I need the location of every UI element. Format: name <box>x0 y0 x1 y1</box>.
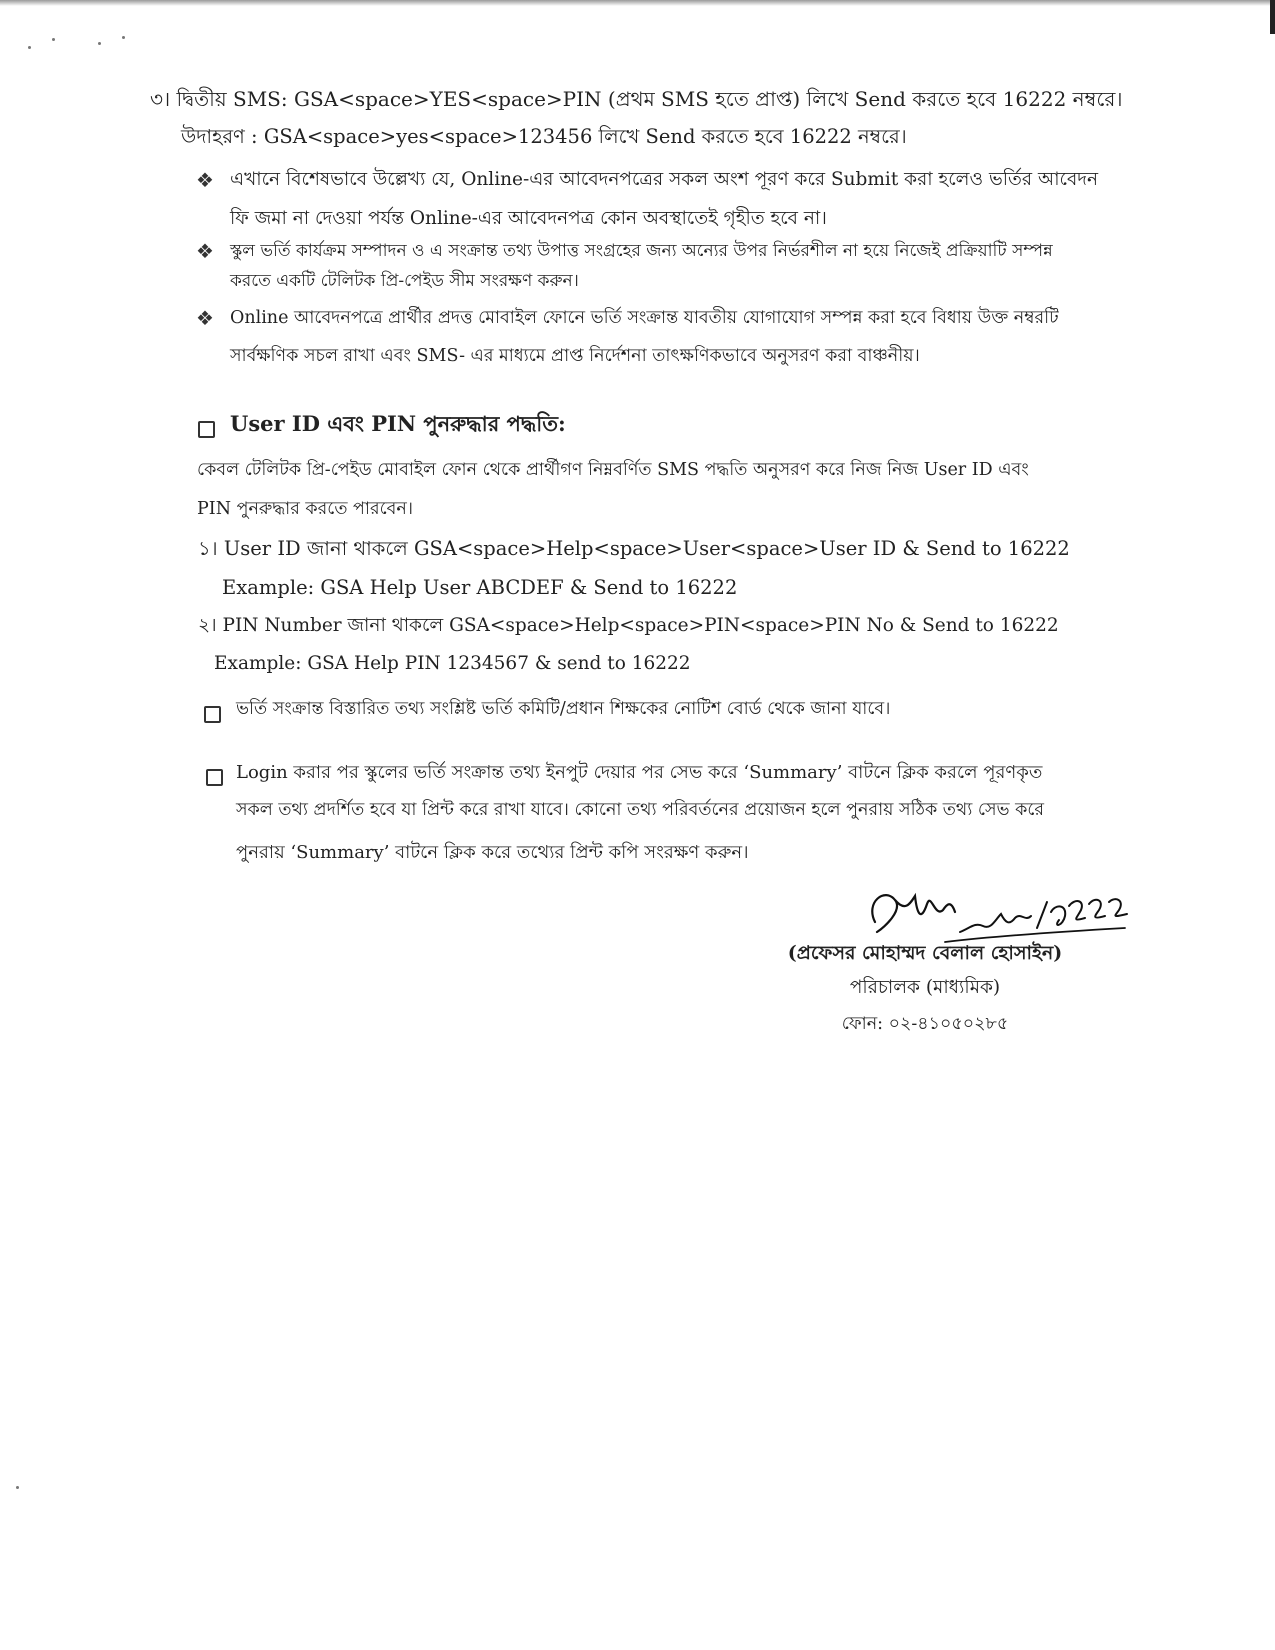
scan-speck <box>16 1486 19 1489</box>
login-note-line-3: পুনরায় ‘Summary’ বাটনে ক্লিক করে তথ্যের প্রিন্ট কপি সংরক্ষণ করুন। <box>236 842 749 863</box>
signatory-phone: ফোন: ০২-৪১০৫০২৮৫ <box>841 1014 1009 1034</box>
recovery-step-2: ২। PIN Number জানা থাকলে GSA<space>Help<space>PIN<space>PIN No & Send to 16222 <box>198 615 1059 636</box>
recovery-step-2-example: Example: GSA Help PIN 1234567 & send to 16222 <box>214 653 691 674</box>
signatory-name: (প্রফেসর মোহাম্মদ বেলাল হোসাইন) <box>787 942 1063 964</box>
recovery-step-1-example: Example: GSA Help User ABCDEF & Send to 16222 <box>222 576 738 599</box>
info-note: ভর্তি সংক্রান্ত বিস্তারিত তথ্য সংশ্লিষ্ট ভর্তি কমিটি/প্রধান শিক্ষকের নোটিশ বোর্ড থেকে জানা যাবে। <box>236 699 891 719</box>
scan-edge-mark <box>1270 0 1275 34</box>
scan-speck <box>52 38 55 41</box>
scan-speck <box>98 42 101 45</box>
note-3-line-2: সার্বক্ষণিক সচল রাখা এবং SMS- এর মাধ্যমে প্রাপ্ত নির্দেশনা তাৎক্ষণিকভাবে অনুসরণ করা বাঞ্চনীয়। <box>230 346 920 366</box>
login-note-line-1: Login করার পর স্কুলের ভর্তি সংক্রান্ত তথ্য ইনপুট দেয়ার পর সেভ করে ‘Summary’ বাটনে ক্লিক করলে পূরণকৃত <box>236 762 1043 783</box>
bullet-icon: ❖ <box>196 239 214 263</box>
scan-speck <box>28 46 31 49</box>
login-note-line-2: সকল তথ্য প্রদর্শিত হবে যা প্রিন্ট করে রাখা যাবে। কোনো তথ্য পরিবর্তনের প্রয়োজন হলে পুনরায় সঠিক তথ্য সেভ করে <box>236 800 1045 820</box>
bullet-icon: ❖ <box>196 306 214 330</box>
sms-step-3-line: ৩। দ্বিতীয় SMS: GSA<space>YES<space>PIN (প্রথম SMS হতে প্রাপ্ত) লিখে Send করতে হবে 16222 নম্বরে। <box>150 87 1123 111</box>
signatory-title: পরিচালক (মাধ্যমিক) <box>849 977 1001 998</box>
checkbox-icon <box>204 706 221 723</box>
bullet-icon: ❖ <box>196 168 214 192</box>
note-1-line-1: এখানে বিশেষভাবে উল্লেখ্য যে, Online-এর আবেদনপত্রের সকল অংশ পূরণ করে Submit করা হলেও ভর্তির আবেদন <box>230 169 1099 190</box>
recovery-intro-line-1: কেবল টেলিটক প্রি-পেইড মোবাইল ফোন থেকে প্রার্থীগণ নিম্নবর্ণিত SMS পদ্ধতি অনুসরণ করে নিজ নিজ User ID এবং <box>197 460 1029 480</box>
checkbox-icon <box>198 421 215 438</box>
note-2-line-2: করতে একটি টেলিটক প্রি-পেইড সীম সংরক্ষণ করুন। <box>230 271 579 291</box>
note-2-line-1: স্কুল ভর্তি কার্যক্রম সম্পাদন ও এ সংক্রান্ত তথ্য উপাত্ত সংগ্রহের জন্য অন্যের উপর নির্ভরশীল না হয়ে নিজেই প্রক্রিয়াটি সম্পন্ন <box>230 241 1053 261</box>
scan-edge-shadow <box>0 0 1275 6</box>
recovery-step-1: ১। User ID জানা থাকলে GSA<space>Help<space>User<space>User ID & Send to 16222 <box>198 537 1070 560</box>
recovery-heading: User ID এবং PIN পুনরুদ্ধার পদ্ধতি: <box>230 411 566 436</box>
checkbox-icon <box>206 769 223 786</box>
note-3-line-1: Online আবেদনপত্রে প্রার্থীর প্রদত্ত মোবাইল ফোনে ভর্তি সংক্রান্ত যাবতীয় যোগাযোগ সম্পন্ন করা হবে বিধায় উক্ত নম্বরটি <box>230 308 1059 328</box>
sms-step-3-example: উদাহরণ : GSA<space>yes<space>123456 লিখে Send করতে হবে 16222 নম্বরে। <box>181 125 907 148</box>
recovery-intro-line-2: PIN পুনরুদ্ধার করতে পারবেন। <box>197 499 414 519</box>
note-1-line-2: ফি জমা না দেওয়া পর্যন্ত Online-এর আবেদনপত্র কোন অবস্থাতেই গৃহীত হবে না। <box>230 208 827 229</box>
scan-speck <box>122 36 125 39</box>
